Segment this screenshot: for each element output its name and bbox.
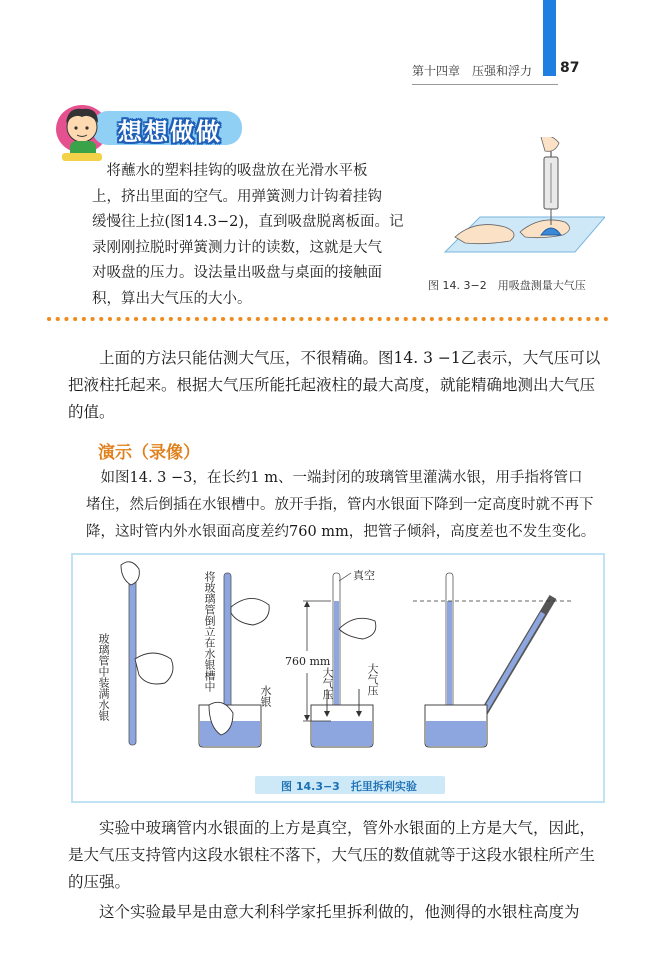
text-line: 缓慢往上拉(图14.3−2)，直到吸盘脱离板面。记: [92, 214, 404, 230]
text-line: 堵住，然后倒插在水银槽中。放开手指，管内水银面下降到一定高度时就不再下: [86, 497, 594, 513]
label-invert-tube: 将玻璃管倒立在水银槽中: [203, 571, 216, 692]
header-rule: [412, 84, 558, 85]
running-header: [412, 60, 592, 80]
text-line: 是大气压支持管内这段水银柱不落下，大气压的数值就等于这段水银柱所产生: [68, 846, 596, 864]
page-number: 87: [560, 60, 580, 76]
text-line: 如图14. 3 −3，在长约1 m、一端封闭的玻璃管里灌满水银，用手指将管口: [86, 470, 583, 486]
text-line: 这个实验最早是由意大利科学家托里拆利做的，他测得的水银柱高度为: [68, 903, 580, 921]
label-fill-tube: 玻璃管中装满水银: [97, 633, 110, 721]
dotted-divider: [46, 316, 614, 322]
child-thinking-icon: [54, 103, 114, 167]
torricelli-diagram: [73, 555, 603, 801]
think-do-text: [92, 159, 432, 312]
label-atmosphere-left: 大气压: [321, 667, 334, 700]
text-line: 将蘸水的塑料挂钩的吸盘放在光滑水平板: [92, 163, 368, 179]
label-vacuum: 真空: [353, 569, 375, 582]
figure-14-3-2-caption: 图 14. 3−2 用吸盘测量大气压: [428, 279, 586, 292]
think-do-title: 想想做做: [118, 118, 222, 146]
text-line: 对吸盘的压力。设法量出吸盘与桌面的接触面: [92, 265, 382, 281]
demo-heading: 演示（录像）: [98, 443, 200, 463]
conclusion-paragraph: [68, 815, 614, 896]
text-line: 积，算出大气压的大小。: [92, 290, 252, 307]
intro-paragraph: [68, 345, 614, 426]
text-line: 上面的方法只能估测大气压，不很精确。图14. 3 −1乙表示，大气压可以: [68, 349, 601, 367]
label-mercury: 水银: [259, 685, 272, 707]
label-height: 760 mm: [285, 655, 331, 668]
last-paragraph: [68, 899, 614, 926]
chapter-title: 第十四章 压强和浮力: [412, 64, 533, 78]
text-line: 实验中玻璃管内水银面的上方是真空，管外水银面的上方是大气，因此，: [68, 819, 596, 837]
torricelli-figure: [71, 553, 605, 803]
label-atmosphere-right: 大气压: [366, 663, 379, 696]
think-do-section: [70, 107, 624, 305]
text-line: 的值。: [68, 403, 115, 421]
text-line: 录刚刚拉脱时弹簧测力计的读数，这就是大气: [92, 239, 382, 256]
text-line: 上，挤出里面的空气。用弹簧测力计钩着挂钩: [92, 188, 382, 205]
demo-paragraph: [86, 465, 606, 546]
text-line: 的压强。: [68, 873, 131, 891]
figure-14-3-3-caption: 图 14.3−3 托里拆利实验: [281, 780, 417, 793]
suction-cup-illustration: [425, 137, 605, 277]
text-line: 降，这时管内外水银面高度差约760 mm，把管子倾斜，高度差也不发生变化。: [86, 524, 596, 540]
text-line: 把液柱托起来。根据大气压所能托起液柱的最大高度，就能精确地测出大气压: [68, 376, 596, 394]
